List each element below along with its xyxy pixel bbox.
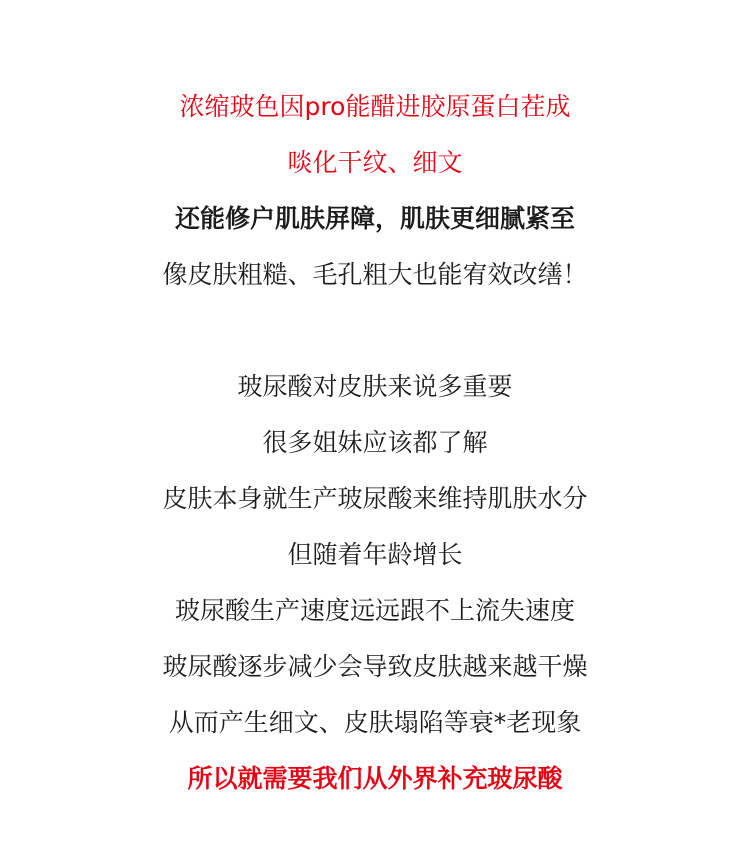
text-line-3: 还能修户肌肤屏障，肌肤更细腻紧至 [174,204,575,233]
text-line-7: 皮肤本身就生产玻尿酸来维持肌肤水分 [162,484,588,513]
text-line-5: 玻尿酸对皮肤来说多重要 [237,372,513,401]
text-line-12: 所以就需要我们从外界补充玻尿酸 [187,764,563,793]
text-line-6: 很多姐妹应该都了解 [262,428,488,457]
text-line-2: 啖化干纹、细文 [287,148,463,177]
text-line-4: 像皮肤粗糙、毛孔粗大也能宥效改缮！ [162,260,588,289]
text-line-10: 玻尿酸逐步减少会导致皮肤越来越干燥 [162,652,588,681]
text-line-8: 但随着年龄增长 [287,540,463,569]
text-line-9: 玻尿酸生产速度远远跟不上流失速度 [174,596,575,625]
text-line-11: 从而产生细文、皮肤塌陷等衰*老现象 [168,708,582,737]
text-line-1: 浓缩玻色因pro能醋进胶原蛋白茬成 [179,92,571,121]
